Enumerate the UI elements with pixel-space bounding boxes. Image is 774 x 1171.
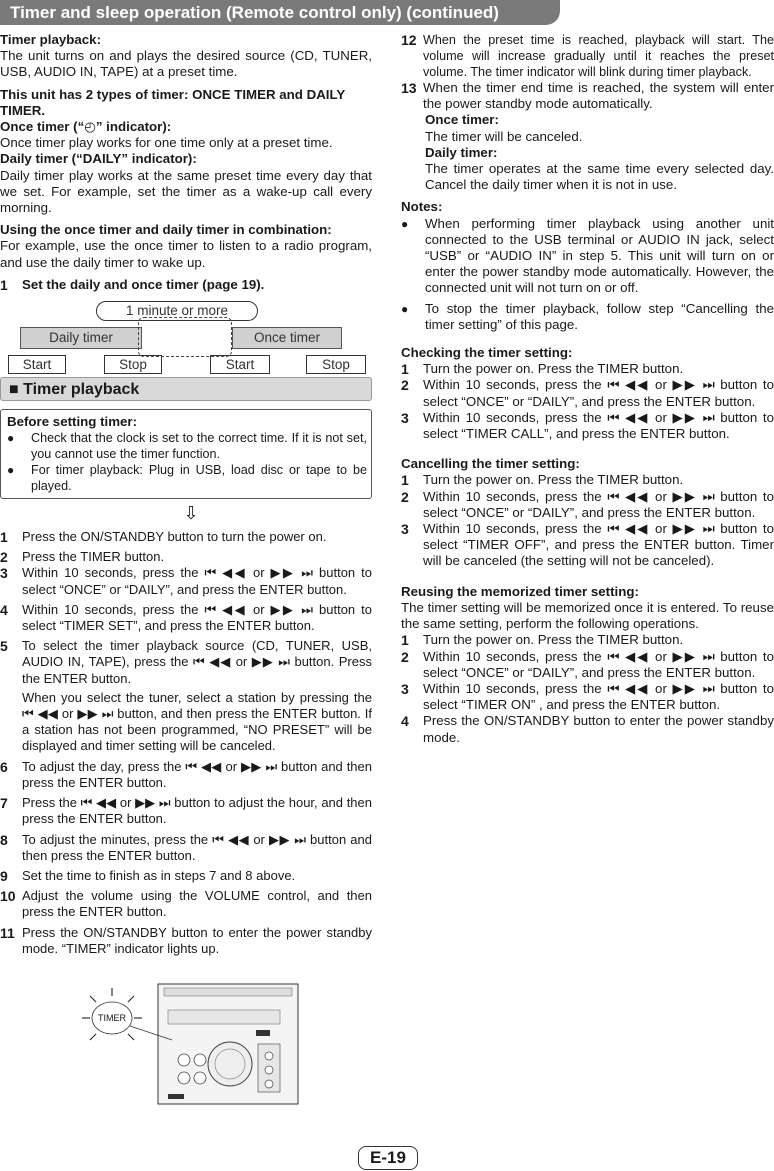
step-number: 6	[0, 758, 8, 775]
step-item	[0, 602, 372, 634]
step-number: 3	[401, 521, 409, 538]
combination-title: Using the once timer and daily timer in combination:	[0, 222, 332, 238]
step-text: Within 10 seconds, press the ⏮ ◀◀ or ▶▶ ⏭ button to select “TIMER CALL”, and press the ENTER button.	[423, 409, 774, 442]
timer-indicator-label: TIMER	[98, 1013, 126, 1023]
step-item	[401, 361, 774, 377]
step-text: When the timer end time is reached, the system will enter the power standby mode automatically.	[423, 80, 774, 112]
step-text: Within 10 seconds, press the ⏮ ◀◀ or ▶▶ ⏭ button to select “TIMER OFF”, and press the ENTER button. Timer will be canceled (the setting will not be canceled).	[423, 521, 774, 569]
bullet-icon: ●	[401, 216, 409, 231]
page-header: Timer and sleep operation (Remote control only) (continued)	[0, 0, 560, 25]
step-number: 13	[401, 80, 417, 96]
step-12	[401, 32, 774, 80]
step-item	[0, 925, 372, 957]
step-item	[401, 410, 774, 442]
step-item	[401, 489, 774, 521]
note-text: To stop the timer playback, follow step “Cancelling the timer setting” of this page.	[425, 300, 774, 332]
step-item	[401, 521, 774, 570]
down-arrow-icon: ⇩	[183, 503, 199, 524]
step-item	[0, 832, 372, 864]
cancelling-timer-title: Cancelling the timer setting:	[401, 456, 580, 472]
step-item	[401, 713, 774, 745]
step-text: Press the TIMER button.	[22, 549, 165, 565]
step-item	[401, 632, 774, 648]
step-text: To adjust the day, press the ⏮ ◀◀ or ▶▶ ⏭ button and then press the ENTER button.	[22, 758, 372, 790]
step-item	[0, 638, 372, 687]
once-timer-text: Once timer play works for one time only at a preset time.	[0, 135, 333, 151]
step-item	[0, 795, 372, 827]
step-text: Within 10 seconds, press the ⏮ ◀◀ or ▶▶ ⏭ button to select “ONCE” or “DAILY”, and press the ENTER button.	[423, 488, 774, 520]
once-timer-bar: Once timer	[232, 327, 342, 349]
daily-timer-text: The timer operates at the same time every selected day. Cancel the daily timer when it is not in use.	[425, 161, 774, 193]
timer-timeline-diagram	[0, 293, 372, 375]
step-item	[0, 690, 372, 755]
step-text: When the preset time is reached, playback will start. The volume will increase gradually until it reaches the preset volume. The timer indicator will blink during timer playback.	[423, 33, 774, 79]
daily-timer-label: Daily timer:	[425, 144, 498, 160]
timer-types-title: This unit has 2 types of timer: ONCE TIMER and DAILY TIMER.	[0, 86, 346, 118]
before-setting-box	[0, 409, 372, 499]
daily-stop-label: Stop	[104, 355, 162, 374]
once-stop-label: Stop	[306, 355, 366, 374]
step-number: 1	[0, 276, 8, 293]
once-start-label: Start	[210, 355, 270, 374]
left-column	[0, 32, 372, 957]
step-number: 10	[0, 888, 16, 905]
step-item	[0, 565, 372, 597]
step-number: 4	[0, 601, 8, 618]
daily-start-label: Start	[8, 355, 66, 374]
once-timer-title: Once timer (“◴” indicator):	[0, 119, 172, 135]
step-text: Turn the power on. Press the TIMER button.	[423, 361, 684, 377]
step-item	[0, 868, 372, 884]
timer-playback-text: The unit turns on and plays the desired source (CD, TUNER, USB, AUDIO IN, TAPE) at a preset time.	[0, 48, 372, 80]
bullet-icon: ●	[7, 463, 15, 478]
before-item	[7, 462, 367, 494]
step-number: 5	[0, 638, 8, 655]
step-number: 2	[401, 377, 409, 394]
step-text: To adjust the minutes, press the ⏮ ◀◀ or ▶▶ ⏭ button and then press the ENTER button.	[22, 831, 372, 863]
step-text: Within 10 seconds, press the ⏮ ◀◀ or ▶▶ ⏭ button to select “ONCE” or “DAILY”, and press the ENTER button.	[423, 648, 774, 680]
step-item	[401, 472, 774, 488]
daily-timer-title: Daily timer (“DAILY” indicator):	[0, 151, 197, 167]
step-item	[0, 888, 372, 920]
once-timer-text: The timer will be canceled.	[425, 128, 583, 144]
step-number: 11	[0, 924, 15, 941]
one-minute-label: 1 minute or more	[96, 301, 258, 321]
step-text: When you select the tuner, select a station by pressing the ⏮ ◀◀ or ▶▶ ⏭ button, and then press the ENTER button. If a station has not been programmed, “NO PRESET” will be displayed and timer setting will be canceled.	[22, 689, 372, 754]
step-number: 12	[401, 32, 417, 48]
step-item	[0, 529, 372, 545]
step-item	[0, 759, 372, 791]
step-text: Press the ON/STANDBY button to enter the power standby mode. “TIMER” indicator lights up.	[22, 924, 372, 956]
step-number: 4	[401, 713, 409, 730]
step-text: Turn the power on. Press the TIMER button.	[423, 472, 684, 488]
step-text: Set the daily and once timer (page 19).	[22, 276, 265, 292]
step-number: 1	[401, 632, 409, 649]
step-item	[401, 377, 774, 409]
daily-timer-text: Daily timer play works at the same preset time every day that we set. For example, set the timer as a wake-up call every morning.	[0, 167, 372, 216]
notes-title: Notes:	[401, 199, 443, 215]
timer-end-details	[401, 112, 774, 193]
step-1-set-timer	[0, 277, 372, 293]
step-text: Within 10 seconds, press the ⏮ ◀◀ or ▶▶ ⏭ button to select “ONCE” or “DAILY”, and press the ENTER button.	[423, 377, 774, 409]
step-text: To select the timer playback source (CD, TUNER, USB, AUDIO IN, TAPE), press the ⏮ ◀◀ or ▶▶ ⏭ button. Press the ENTER button.	[22, 638, 372, 686]
note-text: When performing timer playback using another unit connected to the USB terminal or AUDIO IN jack, select “USB” or “AUDIO IN” in step 5. This unit will turn on or enter the power standby mode automatically. However, the connected unit will not turn on or off.	[425, 215, 774, 296]
step-number: 9	[0, 867, 8, 884]
step-text: Set the time to finish as in steps 7 and 8 above.	[22, 867, 296, 883]
step-number: 3	[401, 409, 409, 426]
reusing-timer-title: Reusing the memorized timer setting:	[401, 583, 639, 599]
combination-text: For example, use the once timer to listen to a radio program, and use the daily timer to wake up.	[0, 238, 372, 270]
bullet-icon: ●	[401, 301, 409, 316]
step-number: 3	[0, 565, 8, 582]
step-text: Press the ON/STANDBY button to turn the power on.	[22, 529, 327, 545]
gap-dashed-box	[138, 317, 232, 357]
daily-timer-bar: Daily timer	[20, 327, 142, 349]
step-number: 8	[0, 831, 8, 848]
right-column	[401, 32, 774, 746]
step-text: Within 10 seconds, press the ⏮ ◀◀ or ▶▶ ⏭ button to select “TIMER SET”, and press the ENTER button.	[22, 601, 372, 634]
checking-timer-title: Checking the timer setting:	[401, 345, 573, 361]
timer-playback-title: Timer playback:	[0, 32, 102, 47]
timer-playback-section-bar: ■ Timer playback	[0, 377, 372, 401]
step-text: Press the ⏮ ◀◀ or ▶▶ ⏭ button to adjust the hour, and then press the ENTER button.	[22, 795, 372, 827]
before-item-text: Check that the clock is set to the correct time. If it is not set, you cannot use the timer function.	[31, 431, 367, 462]
note-item	[401, 216, 774, 297]
step-number: 2	[401, 648, 409, 665]
step-text: Press the ON/STANDBY button to enter the power standby mode.	[423, 713, 774, 745]
stereo-unit-icon	[72, 982, 302, 1106]
step-item	[401, 649, 774, 681]
step-number: 1	[401, 472, 409, 489]
step-text: Within 10 seconds, press the ⏮ ◀◀ or ▶▶ ⏭ button to select “TIMER ON” , and press the ENTER button.	[423, 680, 774, 713]
step-13	[401, 80, 774, 112]
timer-playback-steps	[0, 529, 372, 957]
step-number: 3	[401, 680, 409, 697]
reusing-timer-text: The timer setting will be memorized once it is entered. To reuse the same setting, perform the following operations.	[401, 599, 774, 632]
step-number: 1	[0, 529, 8, 546]
page-number: E-19	[358, 1146, 418, 1170]
step-number: 7	[0, 795, 8, 812]
step-item	[401, 681, 774, 713]
note-item	[401, 301, 774, 333]
bullet-icon: ●	[7, 431, 15, 446]
step-item	[0, 549, 372, 565]
before-setting-title: Before setting timer:	[7, 414, 138, 430]
step-number: 2	[0, 549, 8, 566]
step-text: Turn the power on. Press the TIMER button.	[423, 632, 684, 648]
step-number: 1	[401, 361, 409, 378]
step-text: Adjust the volume using the VOLUME control, and then press the ENTER button.	[22, 888, 372, 920]
before-item	[7, 430, 367, 462]
once-timer-label: Once timer:	[425, 112, 499, 128]
step-text: Within 10 seconds, press the ⏮ ◀◀ or ▶▶ ⏭ button to select “ONCE” or “DAILY”, and press the ENTER button.	[22, 565, 372, 597]
stereo-unit-illustration	[72, 982, 302, 1106]
step-number: 2	[401, 488, 409, 505]
before-item-text: For timer playback: Plug in USB, load disc or tape to be played.	[31, 463, 367, 494]
